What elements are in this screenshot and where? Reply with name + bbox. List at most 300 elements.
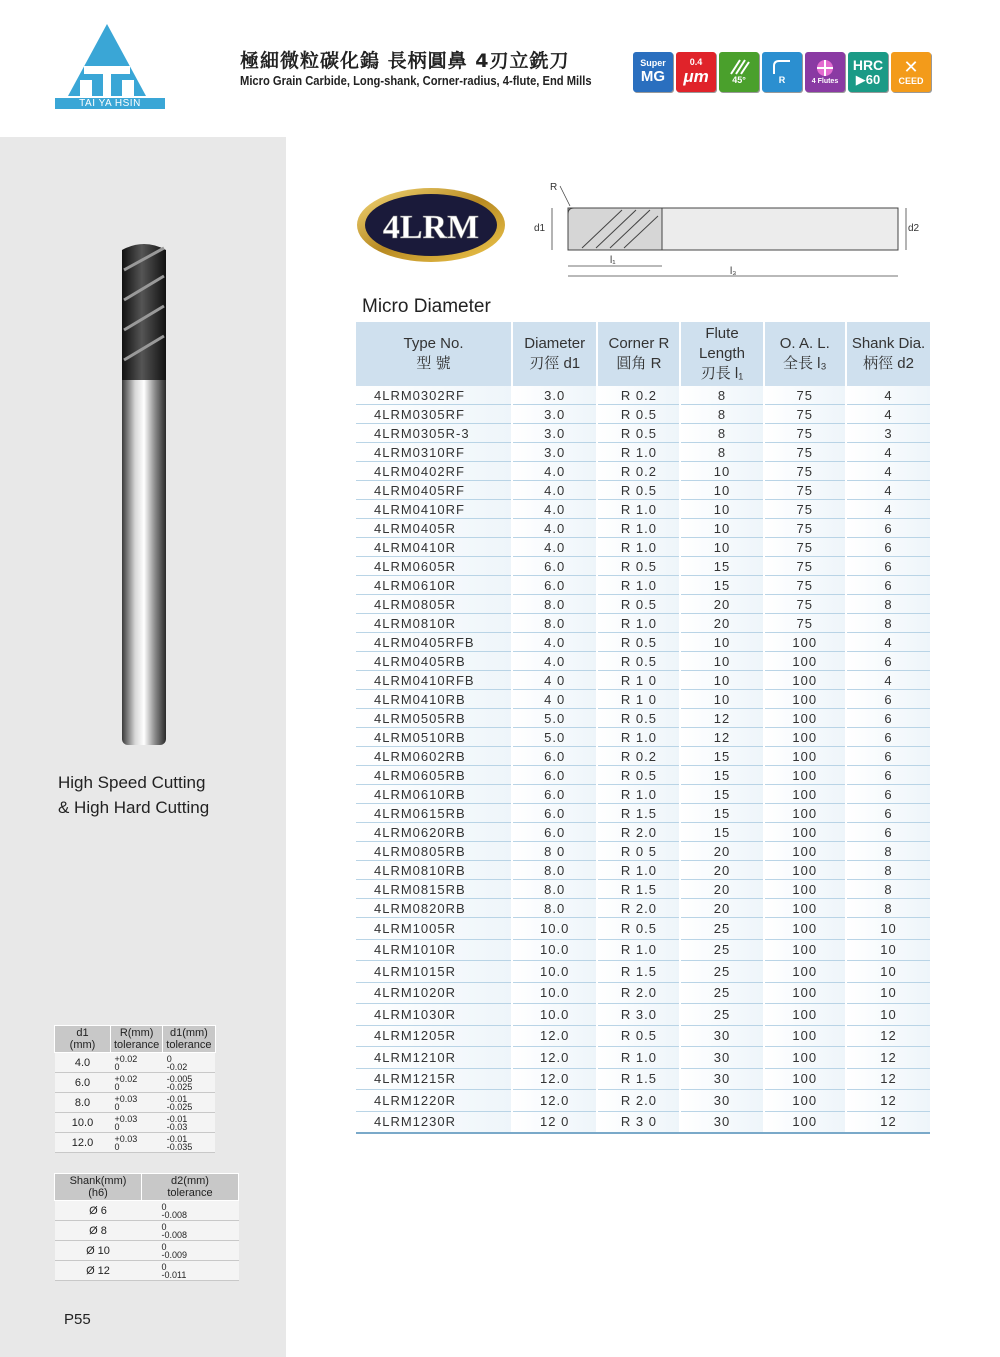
table-cell: 75: [764, 424, 847, 443]
hrc-60-icon: HRC ▶60: [848, 52, 888, 92]
table-cell: R 2.0: [597, 1090, 680, 1112]
table-cell: 4LRM1215R: [356, 1068, 512, 1090]
table-cell: 12.0: [512, 1068, 597, 1090]
shank-tol-header: d2(mm) tolerance: [142, 1174, 239, 1201]
table-row: [356, 614, 930, 633]
svg-text:l₃: l₃: [730, 266, 737, 277]
table-cell: 4LRM0615RB: [356, 804, 512, 823]
table-cell: 4LRM0305R-3: [356, 424, 512, 443]
table-cell: 20: [680, 595, 763, 614]
table-cell: 15: [680, 747, 763, 766]
table-row: [356, 652, 930, 671]
table-cell: 10: [680, 462, 763, 481]
table-cell: 6.0: [512, 747, 597, 766]
table-cell: R 1 0: [597, 690, 680, 709]
table-cell: 100: [764, 880, 847, 899]
table-cell: 12: [846, 1025, 930, 1047]
table-cell: 30: [680, 1068, 763, 1090]
table-cell: R 1.5: [597, 880, 680, 899]
table-cell: 4LRM1210R: [356, 1047, 512, 1069]
table-cell: 3.0: [512, 443, 597, 462]
table-cell: 4LRM0310RF: [356, 443, 512, 462]
table-cell: 6.0: [512, 576, 597, 595]
table-row: [356, 709, 930, 728]
table-cell: 6: [846, 766, 930, 785]
table-cell: 4LRM1205R: [356, 1025, 512, 1047]
table-cell: 12: [846, 1111, 930, 1133]
col-diameter: Diameter 刃徑 d1: [512, 322, 597, 386]
table-cell: R 2.0: [597, 982, 680, 1004]
table-cell: 4.0: [512, 500, 597, 519]
table-cell: 4LRM0815RB: [356, 880, 512, 899]
table-cell: 4LRM1020R: [356, 982, 512, 1004]
table-cell: 4LRM0610R: [356, 576, 512, 595]
table-cell: R 0.5: [597, 595, 680, 614]
table-cell: 75: [764, 595, 847, 614]
table-cell: 20: [680, 880, 763, 899]
svg-text:d1: d1: [534, 223, 546, 234]
table-cell: 10: [846, 961, 930, 983]
table-cell: 4.0: [512, 633, 597, 652]
table-cell: 8.0: [512, 614, 597, 633]
table-cell: 8.0: [512, 880, 597, 899]
col-shank-dia: Shank Dia. 柄徑 d2: [846, 322, 930, 386]
table-cell: R 2.0: [597, 899, 680, 918]
table-cell: 4LRM0605RB: [356, 766, 512, 785]
table-cell: R 1.0: [597, 519, 680, 538]
table-cell: 100: [764, 1004, 847, 1026]
table-cell: 100: [764, 671, 847, 690]
table-row: 10.0 +0.03 0 -0.01 -0.03: [55, 1113, 216, 1133]
table-cell: R 0.5: [597, 652, 680, 671]
table-cell: R 1.0: [597, 728, 680, 747]
table-cell: 4: [846, 500, 930, 519]
page-title-en: Micro Grain Carbide, Long-shank, Corner-radius, 4-flute, End Mills: [240, 73, 592, 88]
table-cell: 4: [846, 481, 930, 500]
table-row: [356, 519, 930, 538]
table-cell: 4.0: [512, 519, 597, 538]
table-cell: 4.0: [512, 462, 597, 481]
table-cell: 4LRM0410R: [356, 538, 512, 557]
table-row: [356, 690, 930, 709]
table-cell: 4LRM0405RF: [356, 481, 512, 500]
table-cell: 4LRM0405R: [356, 519, 512, 538]
table-row: [356, 766, 930, 785]
table-cell: 100: [764, 823, 847, 842]
table-cell: 4LRM0610RB: [356, 785, 512, 804]
table-cell: 10: [680, 671, 763, 690]
table-cell: 4 0: [512, 671, 597, 690]
table-cell: R 1.0: [597, 443, 680, 462]
table-cell: 100: [764, 1068, 847, 1090]
table-cell: 100: [764, 899, 847, 918]
brand-name: TAI YA HSIN: [55, 98, 165, 109]
table-cell: 8.0: [512, 861, 597, 880]
table-cell: 100: [764, 1111, 847, 1133]
table-cell: 4LRM0510RB: [356, 728, 512, 747]
table-cell: 100: [764, 728, 847, 747]
table-row: [356, 823, 930, 842]
table-cell: 4.0: [512, 652, 597, 671]
table-cell: 10: [680, 500, 763, 519]
table-cell: 75: [764, 386, 847, 405]
table-cell: 4: [846, 443, 930, 462]
table-cell: 75: [764, 614, 847, 633]
table-cell: R 0.5: [597, 766, 680, 785]
shank-tolerance-table: [54, 1173, 239, 1281]
table-cell: 4LRM0602RB: [356, 747, 512, 766]
table-row: [356, 861, 930, 880]
table-cell: 6: [846, 690, 930, 709]
table-cell: 6: [846, 728, 930, 747]
table-cell: 4LRM0410RFB: [356, 671, 512, 690]
table-cell: 75: [764, 443, 847, 462]
table-cell: R 0.5: [597, 918, 680, 940]
table-cell: 15: [680, 823, 763, 842]
table-cell: 100: [764, 804, 847, 823]
table-cell: 6: [846, 823, 930, 842]
table-cell: 75: [764, 481, 847, 500]
table-row: [356, 386, 930, 405]
spec-table-body: [356, 386, 930, 1133]
table-cell: R 0.5: [597, 1025, 680, 1047]
table-cell: 8: [680, 424, 763, 443]
table-cell: 12: [846, 1068, 930, 1090]
table-row: [356, 899, 930, 918]
table-cell: R 2.0: [597, 823, 680, 842]
table-row: [356, 747, 930, 766]
table-cell: 6: [846, 747, 930, 766]
table-cell: 12: [846, 1090, 930, 1112]
table-cell: 3: [846, 424, 930, 443]
table-cell: 25: [680, 982, 763, 1004]
table-cell: 6: [846, 785, 930, 804]
table-cell: 20: [680, 614, 763, 633]
table-cell: 4LRM1030R: [356, 1004, 512, 1026]
table-cell: 30: [680, 1090, 763, 1112]
table-row: [356, 785, 930, 804]
col-oal: O. A. L. 全長 l₃: [764, 322, 847, 386]
table-cell: 4: [846, 633, 930, 652]
table-cell: 6.0: [512, 785, 597, 804]
table-cell: 100: [764, 785, 847, 804]
table-cell: 25: [680, 918, 763, 940]
four-flutes-icon: 4 Flutes: [805, 52, 845, 92]
table-cell: 15: [680, 766, 763, 785]
table-cell: R 0.5: [597, 424, 680, 443]
table-cell: R 1.0: [597, 614, 680, 633]
table-cell: 5.0: [512, 728, 597, 747]
table-row: [356, 939, 930, 961]
table-cell: 25: [680, 1004, 763, 1026]
table-cell: 6.0: [512, 823, 597, 842]
table-cell: 20: [680, 899, 763, 918]
table-cell: 6.0: [512, 766, 597, 785]
table-row: [356, 405, 930, 424]
table-cell: 10: [846, 982, 930, 1004]
header-bar: [0, 0, 1000, 137]
tol-header-d1-tol: d1(mm) tolerance: [163, 1026, 215, 1053]
table-row: [356, 424, 930, 443]
table-cell: 12.0: [512, 1047, 597, 1069]
table-cell: 4LRM0810R: [356, 614, 512, 633]
table-cell: 15: [680, 785, 763, 804]
table-cell: 4LRM0405RFB: [356, 633, 512, 652]
table-cell: 8 0: [512, 842, 597, 861]
table-cell: 4LRM0410RB: [356, 690, 512, 709]
table-cell: 75: [764, 405, 847, 424]
table-cell: R 3.0: [597, 1004, 680, 1026]
table-cell: 3.0: [512, 386, 597, 405]
table-row: [356, 462, 930, 481]
table-row: [356, 633, 930, 652]
table-cell: 10: [680, 519, 763, 538]
table-cell: 6.0: [512, 557, 597, 576]
table-cell: 75: [764, 519, 847, 538]
table-cell: R 1.0: [597, 939, 680, 961]
table-row: 4.0 +0.02 0 0 -0.02: [55, 1053, 216, 1073]
table-row: 6.0 +0.02 0 -0.005 -0.025: [55, 1073, 216, 1093]
table-cell: 4LRM0402RF: [356, 462, 512, 481]
grain-size-icon: 0.4 μm: [676, 52, 716, 92]
table-cell: 10.0: [512, 939, 597, 961]
table-cell: 10.0: [512, 982, 597, 1004]
table-cell: 3.0: [512, 405, 597, 424]
taiyahsin-logo-icon: [66, 22, 148, 110]
table-cell: 20: [680, 861, 763, 880]
table-row: [356, 1111, 930, 1133]
section-title: Micro Diameter: [362, 296, 491, 317]
table-cell: 100: [764, 747, 847, 766]
table-cell: R 0.2: [597, 386, 680, 405]
table-row: [356, 557, 930, 576]
table-cell: 6: [846, 519, 930, 538]
table-cell: 4.0: [512, 481, 597, 500]
table-cell: 4LRM1010R: [356, 939, 512, 961]
table-cell: 8.0: [512, 595, 597, 614]
table-row: 8.0 +0.03 0 -0.01 -0.025: [55, 1093, 216, 1113]
table-cell: 100: [764, 1047, 847, 1069]
table-cell: R 1.5: [597, 804, 680, 823]
table-cell: 6.0: [512, 804, 597, 823]
table-row: Ø 6 0 -0.008: [55, 1201, 239, 1221]
table-cell: 30: [680, 1047, 763, 1069]
table-cell: 25: [680, 961, 763, 983]
table-cell: 4 0: [512, 690, 597, 709]
table-cell: R 0.5: [597, 633, 680, 652]
table-cell: 6: [846, 576, 930, 595]
table-cell: 12 0: [512, 1111, 597, 1133]
table-cell: R 1.0: [597, 785, 680, 804]
table-row: [356, 595, 930, 614]
table-cell: 6: [846, 709, 930, 728]
table-row: [356, 576, 930, 595]
table-cell: 100: [764, 918, 847, 940]
table-cell: 10.0: [512, 961, 597, 983]
table-cell: R 1.0: [597, 538, 680, 557]
table-cell: 6: [846, 557, 930, 576]
table-cell: 6: [846, 538, 930, 557]
table-cell: 75: [764, 500, 847, 519]
table-cell: 8: [846, 595, 930, 614]
product-code-text: 4LRM: [382, 209, 480, 246]
table-cell: 75: [764, 576, 847, 595]
table-row: [356, 500, 930, 519]
table-row: [356, 918, 930, 940]
table-cell: 10: [680, 633, 763, 652]
table-cell: R 1 0: [597, 671, 680, 690]
table-cell: 100: [764, 1025, 847, 1047]
table-cell: 4LRM1005R: [356, 918, 512, 940]
table-row: [356, 538, 930, 557]
table-cell: 10: [680, 652, 763, 671]
table-cell: 10.0: [512, 918, 597, 940]
table-cell: 8: [680, 386, 763, 405]
table-cell: 6: [846, 804, 930, 823]
table-cell: 8: [846, 880, 930, 899]
table-cell: R 1.0: [597, 576, 680, 595]
table-cell: 100: [764, 961, 847, 983]
table-cell: 4LRM0805RB: [356, 842, 512, 861]
table-cell: 8: [680, 405, 763, 424]
table-cell: 4LRM0620RB: [356, 823, 512, 842]
table-cell: 12.0: [512, 1090, 597, 1112]
col-corner-r: Corner R 圓角 R: [597, 322, 680, 386]
table-cell: 10: [680, 538, 763, 557]
table-row: [356, 1068, 930, 1090]
table-cell: 10: [846, 1004, 930, 1026]
table-cell: 10: [680, 690, 763, 709]
table-row: [356, 671, 930, 690]
table-row: Ø 12 0 -0.011: [55, 1261, 239, 1281]
page-title-zh: 極細微粒碳化鎢 長柄圓鼻 4刃立銑刀: [240, 50, 570, 72]
table-row: [356, 1047, 930, 1069]
table-cell: R 1.5: [597, 961, 680, 983]
table-cell: 15: [680, 576, 763, 595]
table-cell: 6: [846, 652, 930, 671]
table-cell: 4: [846, 405, 930, 424]
table-cell: 100: [764, 690, 847, 709]
table-cell: 15: [680, 804, 763, 823]
super-mg-icon: Super MG: [633, 52, 673, 92]
table-cell: R 0.2: [597, 462, 680, 481]
table-cell: 4LRM1220R: [356, 1090, 512, 1112]
table-cell: 4LRM0302RF: [356, 386, 512, 405]
table-cell: 30: [680, 1111, 763, 1133]
table-cell: R 0.5: [597, 481, 680, 500]
table-cell: R 0.5: [597, 709, 680, 728]
table-row: [356, 961, 930, 983]
table-row: [356, 1025, 930, 1047]
table-cell: 4LRM0305RF: [356, 405, 512, 424]
col-flute-length: Flute Length 刃長 l₁: [680, 322, 763, 386]
tol-header-d1: d1 (mm): [55, 1026, 111, 1053]
shank-header: Shank(mm) (h6): [55, 1174, 142, 1201]
table-cell: 4LRM0505RB: [356, 709, 512, 728]
page-number: P55: [64, 1311, 91, 1328]
table-cell: 8.0: [512, 899, 597, 918]
table-cell: 8: [846, 614, 930, 633]
product-code-badge: [355, 186, 507, 264]
corner-radius-icon: R: [762, 52, 802, 92]
table-row: [356, 443, 930, 462]
table-cell: 4: [846, 462, 930, 481]
table-cell: 30: [680, 1025, 763, 1047]
table-cell: 4LRM1230R: [356, 1111, 512, 1133]
table-cell: 8: [680, 443, 763, 462]
table-cell: 20: [680, 842, 763, 861]
table-cell: 75: [764, 538, 847, 557]
table-cell: 12: [846, 1047, 930, 1069]
table-cell: 4LRM0405RB: [356, 652, 512, 671]
table-cell: 100: [764, 842, 847, 861]
table-cell: 4: [846, 386, 930, 405]
table-cell: 8: [846, 842, 930, 861]
table-cell: 4LRM0605R: [356, 557, 512, 576]
table-cell: R 1.5: [597, 1068, 680, 1090]
table-cell: 3.0: [512, 424, 597, 443]
table-row: [356, 1090, 930, 1112]
table-cell: 4LRM1015R: [356, 961, 512, 983]
table-row: [356, 880, 930, 899]
table-cell: R 3 0: [597, 1111, 680, 1133]
table-cell: 12: [680, 709, 763, 728]
table-cell: 100: [764, 652, 847, 671]
table-cell: 12: [680, 728, 763, 747]
table-cell: 10: [846, 918, 930, 940]
table-cell: 75: [764, 462, 847, 481]
table-row: 12.0 +0.03 0 -0.01 -0.035: [55, 1133, 216, 1153]
table-cell: R 0.5: [597, 405, 680, 424]
table-cell: 4.0: [512, 538, 597, 557]
table-row: Ø 10 0 -0.009: [55, 1241, 239, 1261]
svg-text:d2: d2: [908, 223, 920, 234]
feature-badges: [633, 52, 931, 94]
tol-header-r: R(mm) tolerance: [111, 1026, 163, 1053]
table-cell: 4LRM0820RB: [356, 899, 512, 918]
table-cell: 10: [680, 481, 763, 500]
table-cell: 100: [764, 1090, 847, 1112]
table-cell: R 0 5: [597, 842, 680, 861]
spec-table: [356, 322, 930, 1134]
table-cell: 100: [764, 633, 847, 652]
table-cell: 4LRM0810RB: [356, 861, 512, 880]
cutting-feature-label: High Speed Cutting & High Hard Cutting: [58, 773, 210, 817]
table-cell: 100: [764, 861, 847, 880]
table-cell: 100: [764, 939, 847, 961]
ceed-icon: ✕ CEED: [891, 52, 931, 92]
table-row: [356, 1004, 930, 1026]
table-cell: 8: [846, 861, 930, 880]
table-cell: 4: [846, 671, 930, 690]
table-cell: R 1.0: [597, 500, 680, 519]
table-row: [356, 728, 930, 747]
table-row: [356, 842, 930, 861]
table-cell: 15: [680, 557, 763, 576]
svg-text:l₁: l₁: [610, 255, 616, 266]
table-cell: R 0.5: [597, 557, 680, 576]
table-row: Ø 8 0 -0.008: [55, 1221, 239, 1241]
table-cell: 100: [764, 982, 847, 1004]
tool-dimension-drawing: [530, 178, 930, 278]
table-cell: R 1.0: [597, 1047, 680, 1069]
table-cell: 4LRM0410RF: [356, 500, 512, 519]
table-cell: 100: [764, 766, 847, 785]
table-cell: 10.0: [512, 1004, 597, 1026]
table-cell: 5.0: [512, 709, 597, 728]
table-cell: 75: [764, 557, 847, 576]
table-cell: R 0.2: [597, 747, 680, 766]
